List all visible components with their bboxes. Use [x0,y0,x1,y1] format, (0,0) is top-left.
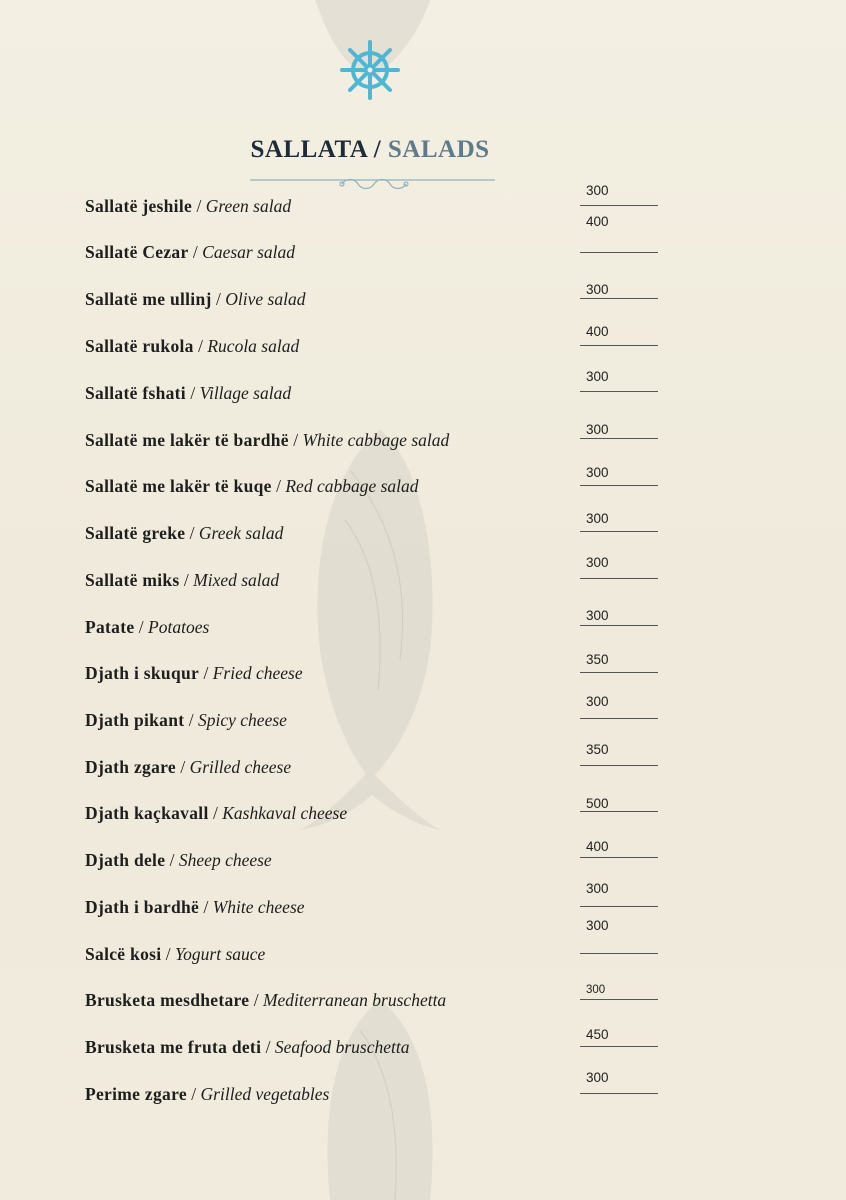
menu-item [85,850,272,871]
menu-item-name-english: Yogurt sauce [175,944,266,964]
menu-item-name-albanian: Perime zgare [85,1084,187,1104]
menu-item-name-english: Red cabbage salad [285,476,419,496]
menu-item-name-albanian: Sallatë me lakër të kuqe [85,476,272,496]
name-separator: / [134,617,149,637]
name-separator: / [208,803,223,823]
menu-item-price: 500 [586,796,609,811]
menu-item-price: 300 [586,282,609,297]
menu-item-name-english: White cheese [212,897,305,917]
price-underline [580,252,658,253]
name-separator: / [211,289,226,309]
menu-item-price: 400 [586,214,609,229]
name-separator: / [199,897,213,917]
menu-item [85,289,305,310]
name-separator: / [161,944,176,964]
price-underline [580,345,658,346]
menu-item-name-albanian: Sallatë me ullinj [85,289,212,309]
menu-item-name-albanian: Djath zgare [85,757,176,777]
name-separator: / [288,430,303,450]
menu-item-name-english: Seafood bruschetta [274,1037,410,1057]
price-underline [580,765,658,766]
menu-item-name-english: Mediterranean bruschetta [262,990,447,1010]
price-underline [580,205,658,206]
menu-item-name-english: Kashkaval cheese [222,803,348,823]
menu-item-name-english: Grilled vegetables [200,1084,330,1104]
name-separator: / [249,990,263,1010]
menu-item [85,242,295,263]
menu-item-name-english: Caesar salad [202,242,296,262]
menu-item-name-english: White cabbage salad [302,430,450,450]
menu-item-name-albanian: Sallatë me lakër të bardhë [85,430,289,450]
menu-item-price: 300 [586,608,609,623]
name-separator: / [185,383,200,403]
menu-item-name-albanian: Djath i bardhë [85,897,200,917]
name-separator: / [179,570,194,590]
menu-item-name-albanian: Sallatë jeshile [85,196,193,216]
title-ornament [250,170,495,192]
price-underline [580,811,658,812]
menu-item-name-albanian: Brusketa mesdhetare [85,990,250,1010]
menu-item-name-albanian: Sallatë rukola [85,336,194,356]
title-albanian: SALLATA / [250,136,382,163]
menu-item-price: 350 [586,742,609,757]
menu-item-price: 300 [586,984,606,996]
menu-item-name-albanian: Djath i skuqur [85,663,200,683]
menu-item [85,663,303,684]
menu-item-name-english: Mixed salad [193,570,280,590]
menu-item-price: 350 [586,652,609,667]
menu-item-name-albanian: Sallatë miks [85,570,180,590]
price-underline [580,718,658,719]
menu-item [85,803,347,824]
name-separator: / [185,523,199,543]
menu-item-name-english: Olive salad [225,289,306,309]
price-underline [580,578,658,579]
menu-item-name-english: Grilled cheese [189,757,292,777]
menu-item-name-albanian: Sallatë fshati [85,383,186,403]
name-separator: / [165,850,179,870]
menu-item-price: 400 [586,839,609,854]
ship-wheel-icon [338,38,402,102]
menu-item [85,336,299,357]
price-underline [580,672,658,673]
menu-item-name-english: Green salad [205,196,292,216]
menu-item [85,1084,329,1105]
menu-item-name-english: Spicy cheese [198,710,287,730]
menu-item-name-english: Rucola salad [207,336,300,356]
price-underline [580,857,658,858]
menu-item-name-albanian: Salcë kosi [85,944,162,964]
name-separator: / [271,476,286,496]
price-underline [580,999,658,1000]
menu-item [85,523,283,544]
menu-item-name-english: Greek salad [198,523,284,543]
menu-item-name-albanian: Sallatë greke [85,523,186,543]
menu-item-price: 300 [586,369,609,384]
name-separator: / [192,196,206,216]
menu-item [85,990,446,1011]
menu-item [85,196,291,217]
menu-item-price: 300 [586,555,609,570]
menu-item [85,710,287,731]
menu-item [85,570,279,591]
menu-item [85,897,305,918]
price-underline [580,1093,658,1094]
menu-item-name-english: Sheep cheese [178,850,272,870]
name-separator: / [188,242,203,262]
menu-item-price: 300 [586,465,609,480]
name-separator: / [175,757,190,777]
menu-item [85,430,449,451]
price-underline [580,1046,658,1047]
menu-item-price: 300 [586,918,609,933]
menu-item-name-english: Potatoes [148,617,210,637]
menu-item-name-english: Village salad [199,383,292,403]
menu-item-name-albanian: Patate [85,617,135,637]
price-underline [580,531,658,532]
price-underline [580,298,658,299]
name-separator: / [184,710,199,730]
price-underline [580,391,658,392]
menu-item-price: 300 [586,1070,609,1085]
menu-item-name-albanian: Djath dele [85,850,166,870]
price-underline [580,438,658,439]
page-title [0,136,740,164]
menu-item [85,383,291,404]
menu-item-price: 300 [586,694,609,709]
price-underline [580,953,658,954]
menu-item [85,476,419,497]
menu-item [85,617,209,638]
menu-item-name-albanian: Djath pikant [85,710,185,730]
menu-item-price: 300 [586,183,609,198]
name-separator: / [193,336,208,356]
menu-item-name-english: Fried cheese [212,663,303,683]
name-separator: / [261,1037,275,1057]
menu-item-name-albanian: Djath kaçkavall [85,803,209,823]
title-english: SALADS [387,136,490,163]
price-underline [580,625,658,626]
menu-item-price: 300 [586,881,609,896]
menu-item-price: 400 [586,324,609,339]
menu-item [85,757,291,778]
menu-item-name-albanian: Brusketa me fruta deti [85,1037,262,1057]
menu-item [85,1037,410,1058]
menu-item [85,944,265,965]
name-separator: / [199,663,213,683]
price-underline [580,485,658,486]
menu-item-price: 300 [586,511,609,526]
menu-item-name-albanian: Sallatë Cezar [85,242,189,262]
price-underline [580,906,658,907]
name-separator: / [186,1084,201,1104]
menu-item-price: 300 [586,422,609,437]
menu-item-price: 450 [586,1027,609,1042]
